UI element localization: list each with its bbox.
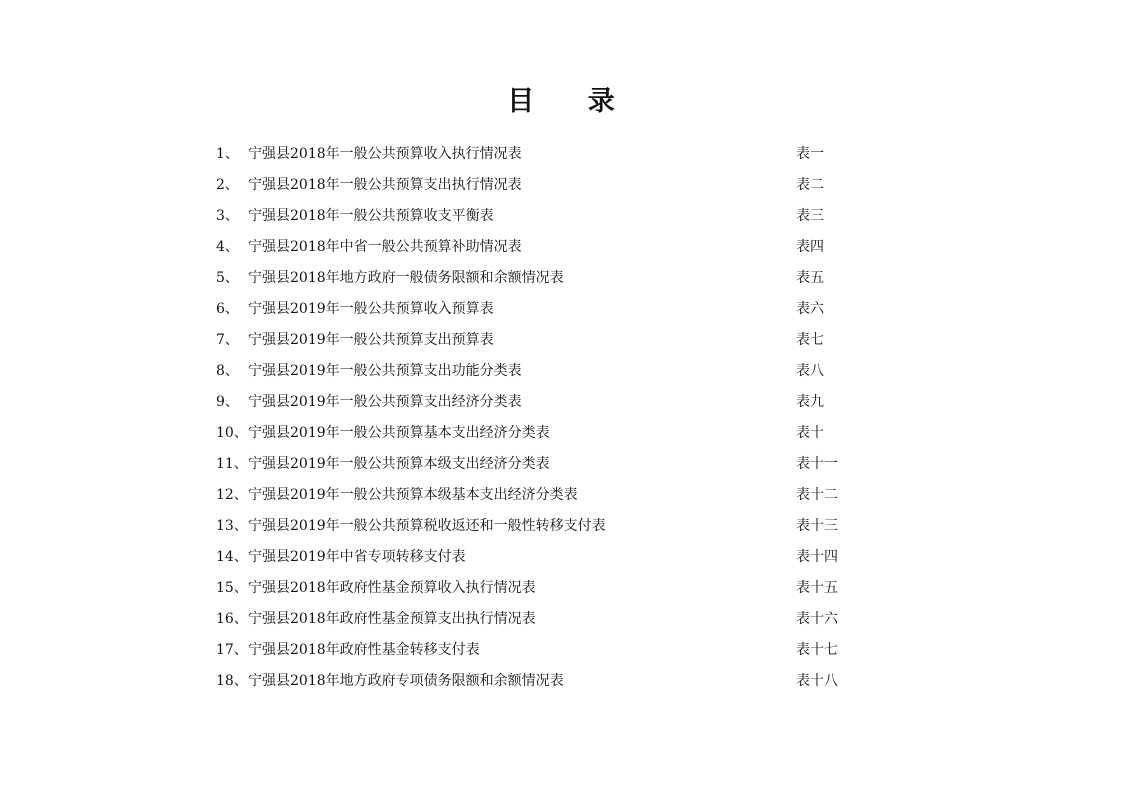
toc-entry[interactable] [216,418,856,449]
toc-entry-number: 10、 [216,425,248,441]
toc-entry[interactable] [216,573,856,604]
toc-entry-title: 宁强县2019年一般公共预算基本支出经济分类表 [248,425,550,441]
toc-entry-number: 6、 [216,301,239,317]
toc-entry-number: 8、 [216,363,239,379]
toc-entry-table-ref: 表七 [796,332,824,348]
toc-entry-table-ref: 表十 [796,425,824,441]
table-of-contents [216,139,856,697]
toc-entry-title: 宁强县2019年一般公共预算税收返还和一般性转移支付表 [248,518,606,534]
toc-entry-number: 15、 [216,580,248,596]
toc-entry[interactable] [216,480,856,511]
toc-entry-table-ref: 表六 [796,301,824,317]
toc-entry-title: 宁强县2019年一般公共预算本级支出经济分类表 [248,456,550,472]
toc-entry-number: 12、 [216,487,248,503]
toc-entry-number: 7、 [216,332,239,348]
toc-entry-number: 17、 [216,642,248,658]
toc-entry-number: 1、 [216,146,239,162]
toc-entry-table-ref: 表十四 [796,549,838,565]
toc-entry-number: 18、 [216,673,248,689]
page-title: 目 录 [507,86,637,117]
toc-entry-number: 5、 [216,270,239,286]
toc-entry[interactable] [216,356,856,387]
toc-entry-table-ref: 表十七 [796,642,838,658]
toc-entry-title: 宁强县2018年政府性基金转移支付表 [248,642,480,658]
toc-entry[interactable] [216,139,856,170]
toc-entry-title: 宁强县2019年一般公共预算收入预算表 [248,301,494,317]
toc-entry-number: 9、 [216,394,239,410]
toc-entry[interactable] [216,542,856,573]
toc-entry[interactable] [216,232,856,263]
toc-entry-title: 宁强县2018年地方政府一般债务限额和余额情况表 [248,270,564,286]
toc-entry-table-ref: 表二 [796,177,824,193]
toc-entry-title: 宁强县2019年一般公共预算支出预算表 [248,332,494,348]
toc-entry-table-ref: 表九 [796,394,824,410]
toc-entry-title: 宁强县2018年一般公共预算收入执行情况表 [248,146,522,162]
toc-entry-table-ref: 表五 [796,270,824,286]
toc-entry-table-ref: 表十八 [796,673,838,689]
toc-entry-number: 3、 [216,208,239,224]
toc-entry-title: 宁强县2018年政府性基金预算收入执行情况表 [248,580,536,596]
toc-entry-table-ref: 表十五 [796,580,838,596]
toc-entry[interactable] [216,635,856,666]
toc-entry-title: 宁强县2019年中省专项转移支付表 [248,549,466,565]
toc-entry-number: 13、 [216,518,248,534]
toc-entry-table-ref: 表十三 [796,518,838,534]
toc-entry-title: 宁强县2018年一般公共预算收支平衡表 [248,208,494,224]
toc-entry[interactable] [216,604,856,635]
toc-entry-table-ref: 表四 [796,239,824,255]
toc-entry-number: 14、 [216,549,248,565]
toc-entry-number: 16、 [216,611,248,627]
toc-entry-table-ref: 表十二 [796,487,838,503]
toc-entry[interactable] [216,201,856,232]
toc-entry-table-ref: 表三 [796,208,824,224]
toc-entry[interactable] [216,294,856,325]
toc-entry-number: 2、 [216,177,239,193]
toc-entry-title: 宁强县2018年中省一般公共预算补助情况表 [248,239,522,255]
toc-entry-table-ref: 表十六 [796,611,838,627]
toc-entry-title: 宁强县2018年一般公共预算支出执行情况表 [248,177,522,193]
toc-entry-table-ref: 表十一 [796,456,838,472]
toc-entry-table-ref: 表一 [796,146,824,162]
toc-entry[interactable] [216,263,856,294]
toc-entry[interactable] [216,325,856,356]
toc-entry-table-ref: 表八 [796,363,824,379]
toc-entry-title: 宁强县2019年一般公共预算支出经济分类表 [248,394,522,410]
toc-entry-title: 宁强县2018年地方政府专项债务限额和余额情况表 [248,673,564,689]
toc-entry[interactable] [216,449,856,480]
toc-entry-title: 宁强县2019年一般公共预算本级基本支出经济分类表 [248,487,578,503]
toc-entry-number: 4、 [216,239,239,255]
toc-entry[interactable] [216,511,856,542]
toc-entry-title: 宁强县2018年政府性基金预算支出执行情况表 [248,611,536,627]
toc-entry-number: 11、 [216,456,248,472]
toc-entry[interactable] [216,170,856,201]
toc-entry[interactable] [216,387,856,418]
toc-entry-title: 宁强县2019年一般公共预算支出功能分类表 [248,363,522,379]
toc-entry[interactable] [216,666,856,697]
